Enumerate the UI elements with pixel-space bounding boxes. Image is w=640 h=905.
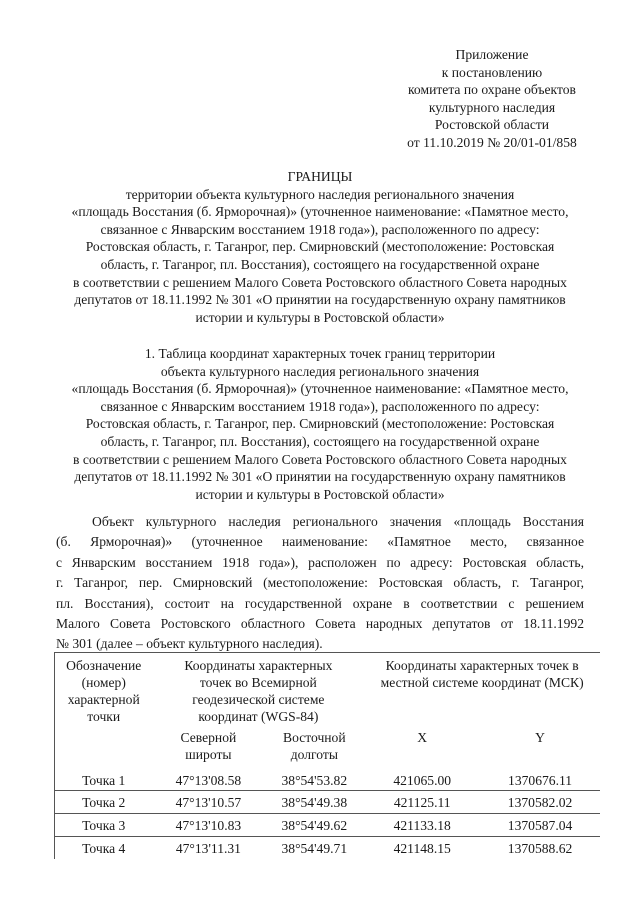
heading-line: область, г. Таганрог, пл. Восстания), состоящего на государственной охране [100,256,540,272]
appendix-line: Приложение [455,47,529,62]
document-title: ГРАНИЦЫ [287,169,353,184]
point-cell: Точка 3 [55,814,153,837]
table-row [55,837,601,860]
table-row [55,767,601,791]
paragraph-line: № 301 (далее – объект культурного наследия). [56,636,323,652]
appendix-line: культурного наследия [428,99,556,115]
body-paragraph [56,512,584,655]
y-cell: 1370587.04 [480,814,600,837]
longitude-cell: 38°54'49.71 [264,837,364,860]
header-x: X [417,730,428,745]
longitude-cell: 38°54'53.82 [281,773,348,788]
section-line: объекта культурного наследия регионального значения [160,363,480,379]
section-line: область, г. Таганрог, пл. Восстания), состоящего на государственной охране [100,433,540,449]
x-cell: 421065.00 [393,773,452,788]
longitude-cell: 38°54'49.62 [264,814,364,837]
section-line: связанное с Январским восстанием 1918 года»), расположенного по адресу: [100,398,540,414]
document-heading [40,168,600,326]
header-y: Y [535,730,545,745]
latitude-cell: 47°13'10.83 [152,814,264,837]
longitude-cell: 38°54'49.38 [264,791,364,814]
paragraph-line: г. Таганрог, пер. Смирновский (местоположение: Ростовская область, г. Таганрог, [56,575,584,591]
section-line: депутатов от 18.11.1992 № 301 «О принятии на государственную охрану памятников [74,469,566,485]
table-header-row [55,653,601,726]
appendix-line: Ростовской области [434,117,550,133]
heading-line: истории и культуры в Ростовской области» [195,309,445,325]
appendix-date-line: от 11.10.2019 № 20/01-01/858 [407,134,577,150]
x-cell: 421125.11 [364,791,480,814]
appendix-line: к постановлению [441,64,543,80]
paragraph-line: Малого Совета Ростовского областного Совета народных депутатов от 18.11.1992 [56,616,584,632]
paragraph-line: Объект культурного наследия регионального значения «площадь Восстания [92,514,584,529]
point-cell: Точка 1 [55,767,153,791]
header-latitude: Северной широты [180,730,237,762]
header-point-designation: Обозначение (номер) характерной точки [55,653,153,768]
heading-line: связанное с Январским восстанием 1918 года»), расположенного по адресу: [100,221,540,237]
table-row [55,791,601,814]
section-line: истории и культуры в Ростовской области» [195,486,445,502]
section-heading [40,345,600,503]
y-cell: 1370582.02 [480,791,600,814]
paragraph-line: (б. Ярморочная)» (уточненное наименование: «Памятное место, связанное [56,534,584,550]
section-line: «площадь Восстания (б. Ярморочная)» (уточненное наименование: «Памятное место, [71,381,569,397]
paragraph-line: с Январским восстанием 1918 года»), расположен по адресу: Ростовская область, [56,554,584,570]
paragraph-line: пл. Восстания), состоит на государственной охране в соответствии с решением [56,595,584,611]
heading-line: в соответствии с решением Малого Совета Ростовского областного Совета народных [73,274,567,290]
x-cell: 421133.18 [364,814,480,837]
section-line: Ростовская область, г. Таганрог, пер. Смирновский (местоположение: Ростовская [85,416,555,432]
y-cell: 1370588.62 [480,837,600,860]
latitude-cell: 47°13'08.58 [175,773,242,788]
header-msk-coordinates: Координаты характерных точек в местной системе координат (МСК) [364,653,600,726]
heading-line: Ростовская область, г. Таганрог, пер. Смирновский (местоположение: Ростовская [85,239,555,255]
section-line: в соответствии с решением Малого Совета Ростовского областного Совета народных [73,451,567,467]
latitude-cell: 47°13'11.31 [152,837,264,860]
table-row [55,814,601,837]
point-cell: Точка 2 [55,791,153,814]
appendix-block [392,46,592,152]
section-title: 1. Таблица координат характерных точек границ территории [144,346,496,361]
heading-line: территории объекта культурного наследия регионального значения [125,186,515,202]
appendix-line: комитета по охране объектов [408,82,576,98]
latitude-cell: 47°13'10.57 [152,791,264,814]
header-wgs-coordinates: Координаты характерных точек во Всемирной геодезической системе координат (WGS-84) [152,653,364,726]
x-cell: 421148.15 [364,837,480,860]
header-longitude: Восточной долготы [283,730,346,762]
heading-line: депутатов от 18.11.1992 № 301 «О принятии на государственную охрану памятников [74,292,566,308]
y-cell: 1370676.11 [508,773,573,788]
heading-line: «площадь Восстания (б. Ярморочная)» (уточненное наименование: «Памятное место, [71,204,569,220]
point-cell: Точка 4 [55,837,153,860]
coordinates-table [54,652,600,859]
